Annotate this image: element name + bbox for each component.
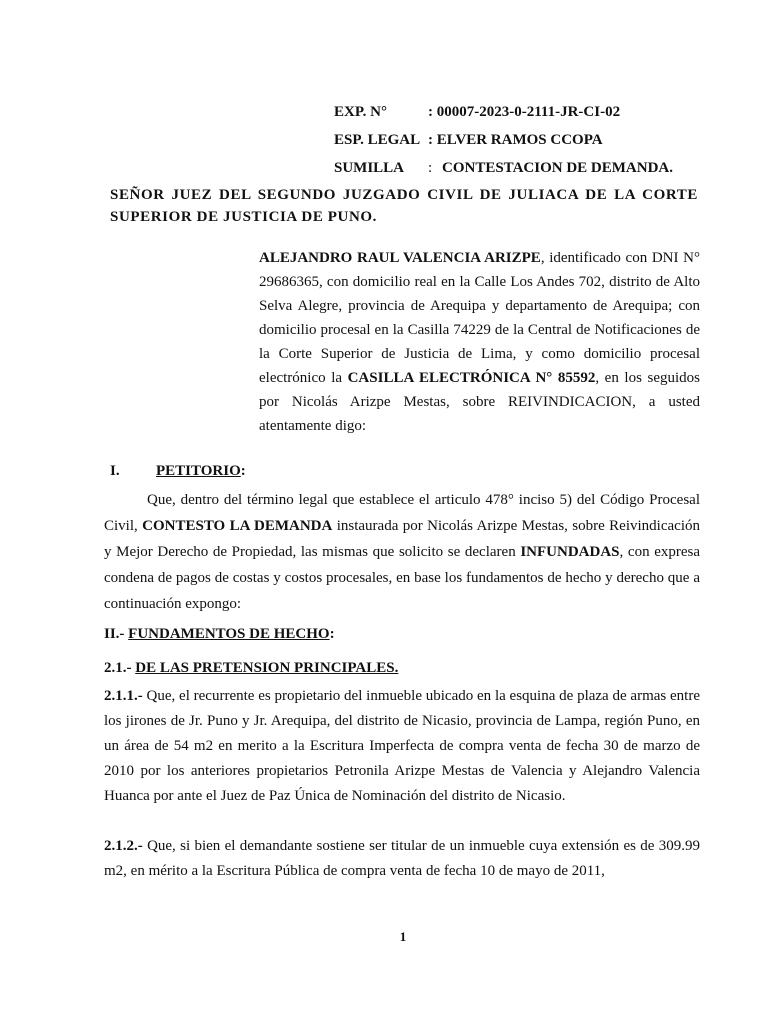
intro-text-1: , identificado con DNI N° 29686365, con domicilio real en la Calle Los Andes 702, distrito de Alto Selva Alegre, provincia de Arequipa y departamento de Arequipa; con domicilio procesal en la Casilla 74229 de la Central de Notificaciones de la Corte Superior de Justicia de Lima, y como domicilio procesal electrónico la [259,250,700,386]
section-petitorio-heading [110,459,246,484]
exp-label: EXP. N° [334,104,387,120]
casilla-electronica: CASILLA ELECTRÓNICA N° 85592 [347,370,596,386]
petitorio-bold-2: INFUNDADAS [520,544,620,560]
exp-value: : 00007-2023-0-2111-JR-CI-02 [428,104,621,120]
sumilla-separator: : [428,160,433,176]
section-colon: : [240,463,246,479]
subsection-title: DE LAS PRETENSION PRINCIPALES. [135,660,399,676]
section-title: FUNDAMENTOS DE HECHO [128,626,330,642]
subsection-number: 2.1.- [104,660,136,676]
petitorio-bold-1: CONTESTO LA DEMANDA [142,518,333,534]
paragraph-number: 2.1.1.- [104,688,143,704]
expediente-line [334,100,620,125]
esp-label: ESP. LEGAL [334,132,421,148]
petitorio-text-2: instaurada por Nicolás Arizpe Mestas, sobre Reivindicación y Mejor Derecho de Propiedad, las mismas que solicito se declaren [104,518,700,560]
intro-text-2: , en los seguidos por Nicolás Arizpe Mestas, sobre REIVINDICACION, a usted atentamente digo: [259,370,700,434]
addressee: SEÑOR JUEZ DEL SEGUNDO JUZGADO CIVIL DE JULIACA DE LA CORTE SUPERIOR DE JUSTICIA DE PUNO. [110,187,698,225]
appellant-name: ALEJANDRO RAUL VALENCIA ARIZPE [259,250,541,266]
sumilla-value: CONTESTACION DE DEMANDA. [442,160,673,176]
paragraph-text: Que, el recurrente es propietario del inmueble ubicado en la esquina de plaza de armas entre los jirones de Jr. Puno y Jr. Arequipa, del distrito de Nicasio, provincia de Lampa, región Puno, en un área de 54 m2 en merito a la Escritura Imperfecta de compra venta de fecha 30 de marzo de 2010 por los anteriores propietarios Petronila Arizpe Mestas de Valencia y Alejandro Valencia Huanca por ante el Juez de Paz Única de Nominación del distrito de Nicasio. [104,688,700,804]
esp-value: : ELVER RAMOS CCOPA [428,132,603,148]
sumilla-label: SUMILLA [334,160,405,176]
paragraph-2-1-1 [104,684,700,809]
petitorio-text-1: Que, dentro del término legal que establece el articulo 478° inciso 5) del Código Procesal Civil, [104,492,700,534]
intro-paragraph [259,246,700,438]
subsection-heading [104,656,398,681]
petitorio-text-3: , con expresa condena de pagos de costas y costos procesales, en base los fundamentos de hecho y derecho que a continuación expongo: [104,544,701,612]
section-fundamentos-heading [104,622,335,647]
petitorio-paragraph [104,487,700,617]
page-number: 1 [399,929,407,944]
section-colon: : [329,626,335,642]
sumilla-line [334,156,673,181]
paragraph-number: 2.1.2.- [104,838,143,854]
section-number: I. [110,463,120,479]
section-number: II.- [104,626,129,642]
especialista-line [334,128,603,153]
section-title: PETITORIO [156,463,241,479]
paragraph-2-1-2 [104,834,700,884]
paragraph-text: Que, si bien el demandante sostiene ser titular de un inmueble cuya extensión es de 309.99 m2, en mérito a la Escritura Pública de compra venta de fecha 10 de mayo de 2011, [104,838,700,879]
